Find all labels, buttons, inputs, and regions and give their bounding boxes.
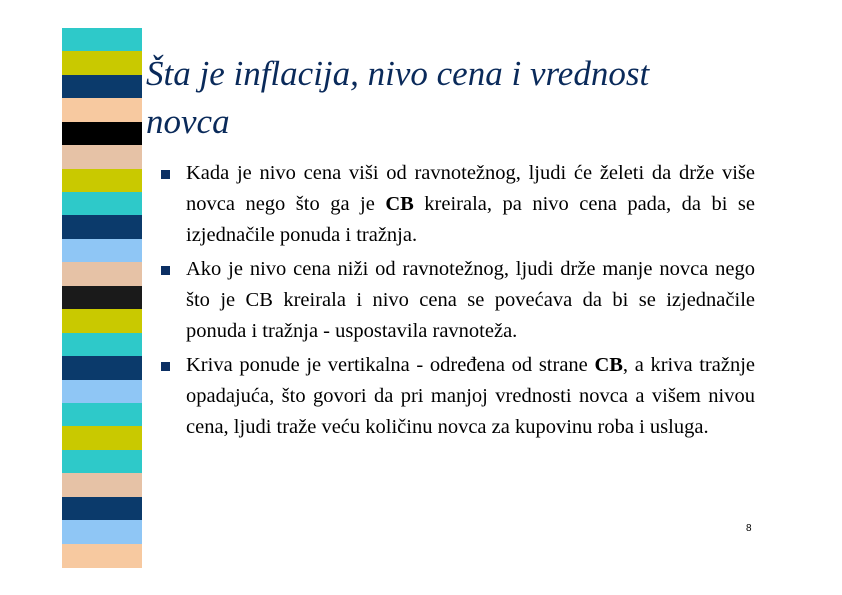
square-bullet-icon [161, 362, 170, 371]
decorative-stripe [62, 450, 142, 474]
decorative-stripe [62, 403, 142, 427]
decorative-stripe [62, 520, 142, 544]
slide-title-line-1: Šta je inflacija, nivo cena i vrednost [146, 54, 650, 93]
decorative-stripe-bar [62, 28, 142, 567]
decorative-stripe [62, 169, 142, 193]
slide-title [146, 50, 786, 146]
bullet-text: kreirala, pa nivo cena pada, da bi se izjednačile ponuda i tražnja. [186, 193, 755, 246]
page-number: 8 [746, 523, 752, 534]
square-bullet-icon [161, 266, 170, 275]
decorative-stripe [62, 286, 142, 310]
decorative-stripe [62, 497, 142, 521]
decorative-stripe [62, 426, 142, 450]
decorative-stripe [62, 75, 142, 99]
decorative-stripe [62, 333, 142, 357]
decorative-stripe [62, 544, 142, 568]
bullet-bold-text: CB [385, 193, 414, 215]
decorative-stripe [62, 380, 142, 404]
decorative-stripe [62, 473, 142, 497]
slide-title-line-2: novca [146, 102, 230, 141]
decorative-stripe [62, 28, 142, 52]
bullet-list [160, 158, 755, 446]
decorative-stripe [62, 309, 142, 333]
bullet-text: Kriva ponude je vertikalna - određena od strane [186, 354, 595, 376]
square-bullet-icon [161, 170, 170, 179]
bullet-text: , a kriva tražnje opadajuća, što govori da pri manjoj vrednosti novca a višem nivou cena, ljudi traže veću količinu novca za kupovinu roba i usluga. [186, 354, 755, 438]
bullet-text: Ako je nivo cena niži od ravnotežnog, ljudi drže manje novca nego što je CB kreirala i nivo cena se povećava da bi se izjednačile ponuda i tražnja - uspostavila ravnoteža. [186, 258, 755, 342]
bullet-bold-text: CB [594, 354, 623, 376]
bullet-text: Kada je nivo cena viši od ravnotežnog, ljudi će želeti da drže više novca nego što ga je [186, 162, 755, 215]
bullet-item [160, 350, 755, 443]
decorative-stripe [62, 192, 142, 216]
decorative-stripe [62, 98, 142, 122]
bullet-item [160, 158, 755, 251]
decorative-stripe [62, 122, 142, 146]
decorative-stripe [62, 262, 142, 286]
decorative-stripe [62, 356, 142, 380]
bullet-item [160, 254, 755, 347]
decorative-stripe [62, 239, 142, 263]
decorative-stripe [62, 215, 142, 239]
decorative-stripe [62, 145, 142, 169]
decorative-stripe [62, 51, 142, 75]
